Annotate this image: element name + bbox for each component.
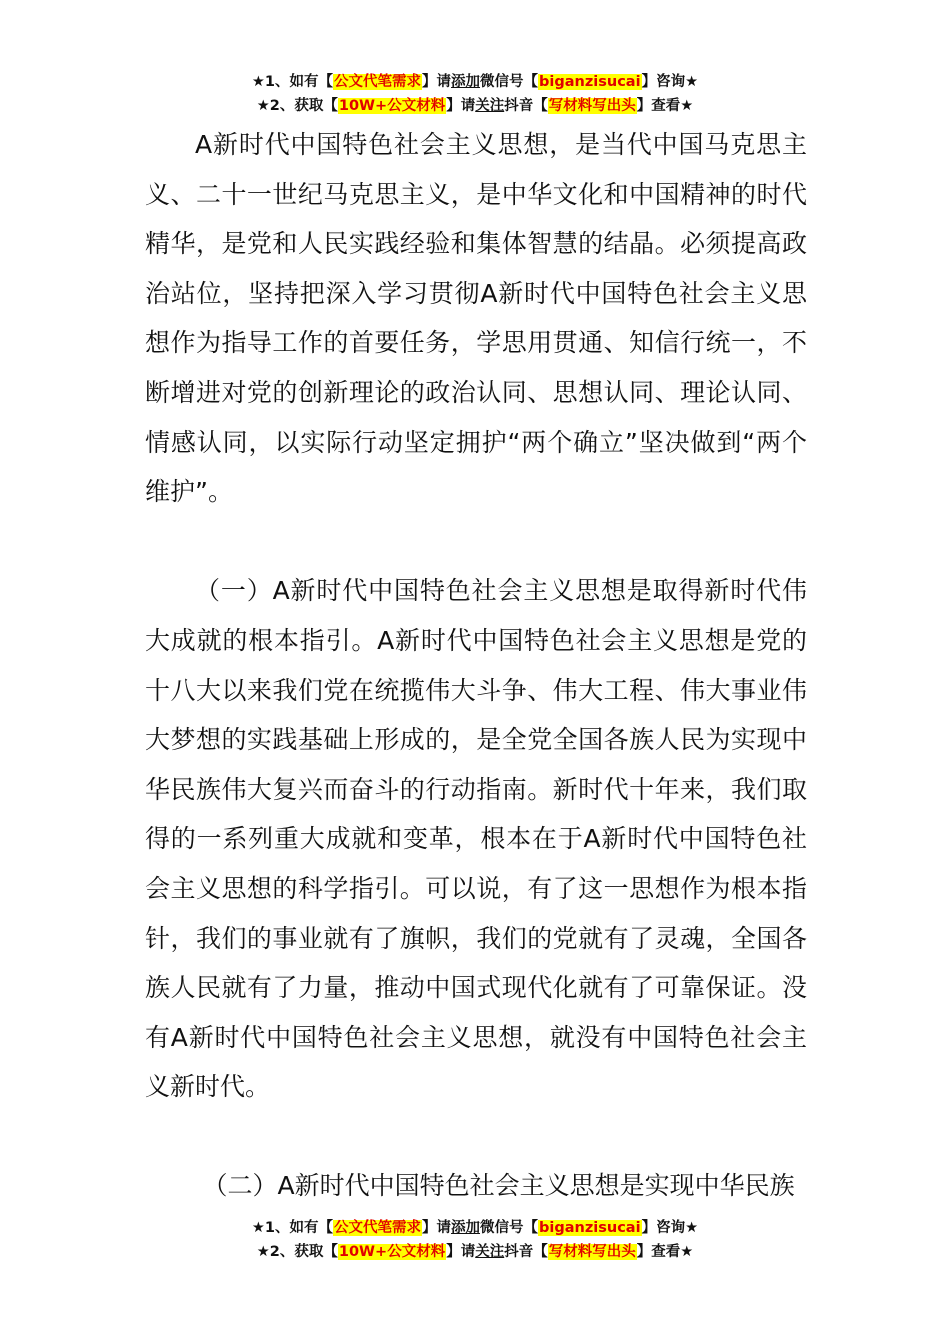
banner-text: 微信号 — [480, 74, 524, 90]
bracket: 【 — [318, 1220, 334, 1236]
highlight-wechat-id: biganzisucai — [539, 1220, 641, 1236]
banner-text: 查看★ — [651, 98, 694, 114]
banner-text: 咨询★ — [656, 74, 699, 90]
bracket: 】 — [422, 74, 437, 90]
highlight-materials: 10W+公文材料 — [338, 1244, 446, 1260]
banner-text: ★1、如有 — [251, 1220, 319, 1236]
bracket: 】 — [446, 98, 461, 114]
bracket: 【 — [533, 1244, 548, 1260]
bracket: 【 — [523, 1220, 539, 1236]
banner-text: 咨询★ — [656, 1220, 699, 1236]
bracket: 】 — [446, 1244, 461, 1260]
banner-line-1 — [0, 1216, 950, 1240]
banner-text: 抖音 — [504, 1244, 534, 1260]
highlight-douyin-account: 写材料写出头 — [548, 1244, 636, 1260]
footer-banner — [0, 1216, 950, 1264]
banner-text: 查看★ — [651, 1244, 694, 1260]
bracket: 【 — [523, 74, 539, 90]
bracket: 】 — [422, 1220, 437, 1236]
banner-text: ★2、获取 — [256, 1244, 324, 1260]
banner-line-1 — [0, 70, 950, 94]
highlight-service: 公文代笔需求 — [334, 1220, 422, 1236]
banner-text: 请 — [460, 98, 476, 114]
banner-text: ★1、如有 — [251, 74, 319, 90]
banner-text: 请 — [436, 74, 452, 90]
bracket: 【 — [323, 98, 338, 114]
banner-line-2 — [0, 1240, 950, 1264]
banner-text: 抖音 — [504, 98, 534, 114]
bracket: 【 — [318, 74, 334, 90]
paragraph-intro: A新时代中国特色社会主义思想，是当代中国马克思主义、二十一世纪马克思主义，是中华文化和中国精神的时代精华，是党和人民实践经验和集体智慧的结晶。必须提高政治站位，坚持把深入学习贯彻A新时代中国特色社会主义思想作为指导工作的首要任务，学思用贯通、知信行统一，不断增进对党的创新理论的政治认同、思想认同、理论认同、情感认同，以实际行动坚定拥护“两个确立”坚决做到“两个维护”。 — [145, 130, 807, 507]
banner-text: 请 — [460, 1244, 476, 1260]
header-banner — [0, 70, 950, 118]
banner-line-2 — [0, 94, 950, 118]
highlight-materials: 10W+公文材料 — [338, 98, 446, 114]
paragraph-section-1: （一）A新时代中国特色社会主义思想是取得新时代伟大成就的根本指引。A新时代中国特色社会主义思想是党的十八大以来我们党在统揽伟大斗争、伟大工程、伟大事业伟大梦想的实践基础上形成的，是全党全国各族人民为实现中华民族伟大复兴而奋斗的行动指南。新时代十年来，我们取得的一系列重大成就和变革，根本在于A新时代中国特色社会主义思想的科学指引。可以说，有了这一思想作为根本指针，我们的事业就有了旗帜，我们的党就有了灵魂，全国各族人民就有了力量，推动中国式现代化就有了可靠保证。没有A新时代中国特色社会主义思想，就没有中国特色社会主义新时代。 — [145, 576, 807, 1102]
bracket: 】 — [641, 74, 657, 90]
highlight-service: 公文代笔需求 — [334, 74, 422, 90]
banner-text-underlined: 添加 — [451, 1220, 481, 1236]
banner-text: ★2、获取 — [256, 98, 324, 114]
banner-text-underlined: 关注 — [475, 1244, 505, 1260]
banner-text: 微信号 — [480, 1220, 524, 1236]
highlight-wechat-id: biganzisucai — [539, 74, 641, 90]
bracket: 【 — [533, 98, 548, 114]
bracket: 【 — [323, 1244, 338, 1260]
bracket: 】 — [636, 1244, 652, 1260]
highlight-douyin-account: 写材料写出头 — [548, 98, 636, 114]
bracket: 】 — [641, 1220, 657, 1236]
banner-text: 请 — [436, 1220, 452, 1236]
banner-text-underlined: 添加 — [451, 74, 481, 90]
banner-text-underlined: 关注 — [475, 98, 505, 114]
document-body — [145, 120, 807, 1211]
bracket: 】 — [636, 98, 652, 114]
paragraph-section-2: （二）A新时代中国特色社会主义思想是实现中华民族 — [202, 1171, 795, 1201]
